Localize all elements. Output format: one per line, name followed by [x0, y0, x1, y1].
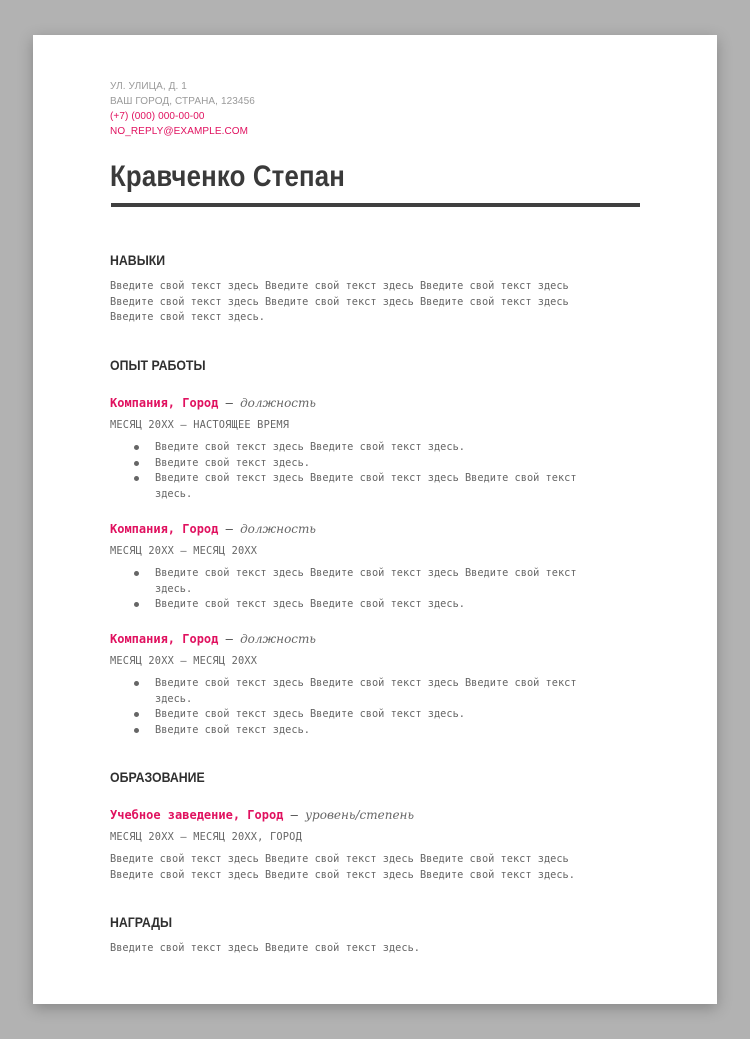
skills-line: Введите свой текст здесь Введите свой текст здесь Введите свой текст здесь	[110, 295, 569, 308]
section-title-education: ОБРАЗОВАНИЕ	[110, 769, 205, 785]
list-item: Введите свой текст здесь Введите свой текст здесь Введите свой текст здесь.	[155, 566, 615, 597]
education-text	[110, 852, 630, 883]
job-separator: –	[218, 522, 241, 536]
section-title-awards: НАГРАДЫ	[110, 914, 173, 930]
skills-line: Введите свой текст здесь.	[110, 311, 265, 324]
education-org: Учебное заведение, Город	[110, 808, 284, 822]
list-item: Введите свой текст здесь Введите свой текст здесь.	[155, 440, 525, 456]
job-bullets	[110, 566, 655, 613]
education-line: Введите свой текст здесь Введите свой текст здесь Введите свой текст здесь	[110, 853, 569, 865]
section-title-skills: НАВЫКИ	[110, 252, 166, 268]
job-role: должность	[240, 396, 316, 410]
contact-street: УЛ. УЛИЦА, Д. 1	[110, 81, 187, 92]
skills-text	[110, 279, 630, 326]
contact-city: ВАШ ГОРОД, СТРАНА, 123456	[110, 96, 255, 107]
job-org: Компания, Город	[110, 396, 219, 410]
title-divider	[111, 203, 640, 207]
job-separator: –	[218, 396, 241, 410]
job-heading	[110, 631, 316, 647]
list-item: Введите свой текст здесь Введите свой текст здесь Введите свой текст здесь.	[155, 471, 615, 502]
contact-email[interactable]: NO_REPLY@EXAMPLE.COM	[110, 126, 249, 137]
job-dates: МЕСЯЦ 20XX – МЕСЯЦ 20XX	[110, 545, 258, 557]
job-dates: МЕСЯЦ 20XX – МЕСЯЦ 20XX	[110, 655, 258, 667]
resume-page	[33, 35, 717, 1004]
education-dates: МЕСЯЦ 20XX – МЕСЯЦ 20XX, ГОРОД	[110, 831, 302, 843]
job-bullets	[110, 676, 655, 739]
awards-text: Введите свой текст здесь Введите свой текст здесь.	[110, 942, 420, 954]
skills-line: Введите свой текст здесь Введите свой текст здесь Введите свой текст здесь	[110, 280, 569, 292]
education-heading	[110, 807, 414, 823]
list-item: Введите свой текст здесь Введите свой текст здесь.	[155, 597, 615, 613]
job-dates: МЕСЯЦ 20XX – НАСТОЯЩЕЕ ВРЕМЯ	[110, 419, 290, 431]
list-item: Введите свой текст здесь Введите свой текст здесь.	[155, 707, 615, 723]
person-name: Кравченко Степан	[110, 160, 346, 193]
job-separator: –	[218, 632, 241, 646]
contact-phone[interactable]: (+7) (000) 000-00-00	[110, 111, 205, 122]
education-separator: –	[283, 808, 306, 822]
job-org: Компания, Город	[110, 632, 219, 646]
education-degree: уровень/степень	[305, 808, 414, 822]
section-title-experience: ОПЫТ РАБОТЫ	[110, 357, 206, 373]
list-item: Введите свой текст здесь Введите свой текст здесь Введите свой текст здесь.	[155, 676, 615, 707]
job-heading	[110, 521, 316, 537]
education-line: Введите свой текст здесь Введите свой текст здесь Введите свой текст здесь.	[110, 868, 575, 881]
list-item: Введите свой текст здесь.	[155, 456, 525, 472]
job-org: Компания, Город	[110, 522, 219, 536]
job-role: должность	[240, 522, 316, 536]
job-bullets	[110, 440, 655, 503]
list-item: Введите свой текст здесь.	[155, 723, 615, 739]
job-role: должность	[240, 632, 316, 646]
job-heading	[110, 395, 316, 411]
